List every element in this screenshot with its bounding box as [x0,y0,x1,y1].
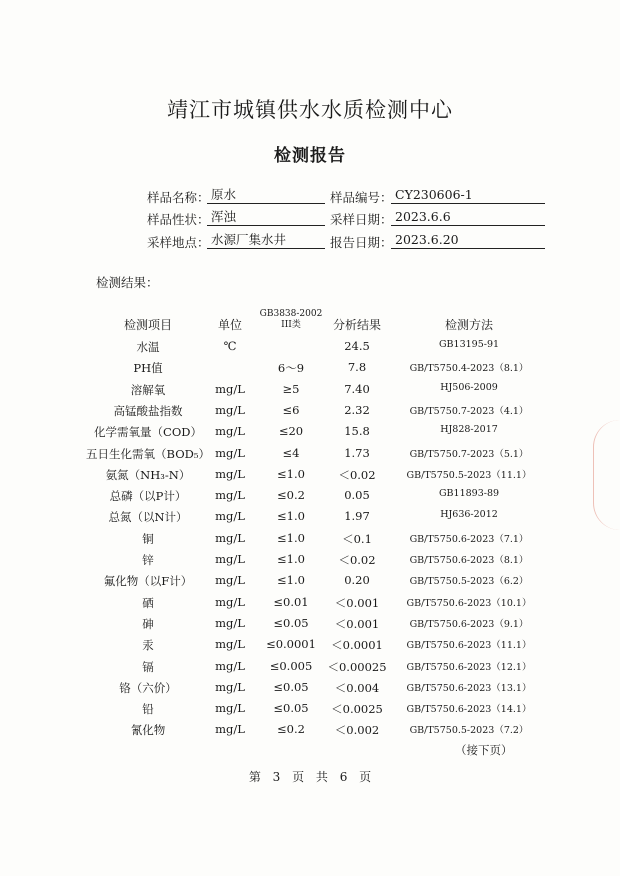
cell-item: 镉 [142,659,154,674]
cell-result: 7.8 [347,360,367,375]
cell-result: 1.73 [344,445,370,460]
cell-standard: ≤0.05 [273,615,309,630]
cell-method: GB13195-91 [438,339,500,350]
cell-method: GB/T5750.6-2023（10.1） [406,597,532,609]
cell-unit: mg/L [215,402,245,417]
sample-property-label: 样品性状： [147,212,210,227]
cell-unit: mg/L [215,530,245,545]
cell-item: 铅 [142,702,154,717]
cell-item: 硒 [142,595,154,610]
cell-standard: ≤4 [282,445,300,460]
sample-property-value: 浑浊 [207,208,325,226]
report-title: 检测报告 [274,146,346,166]
cell-result: ＜0.02 [338,467,376,482]
cell-standard: ≤20 [278,424,304,439]
cell-item: 溶解氧 [130,382,166,397]
cell-unit: mg/L [215,424,245,439]
cell-result: 24.5 [344,339,370,353]
cell-item: 氨氮（NH₃-N） [105,467,191,482]
cell-item: 氟化物（以F计） [103,574,193,589]
cell-unit: mg/L [215,615,245,630]
sample-name-label: 样品名称： [147,190,210,205]
cell-item: 化学需氧量（COD） [94,425,202,440]
cell-item: PH值 [133,361,163,376]
cell-method: HJ828-2017 [440,424,498,436]
cell-item: 锌 [142,553,154,567]
cell-standard: ≤0.005 [269,658,313,673]
cell-unit: mg/L [215,658,245,673]
cell-standard: ≤1.0 [277,573,305,588]
cell-method: GB/T5750.7-2023（4.1） [409,405,529,417]
cell-result: ＜0.004 [334,680,380,695]
cell-item: 总氮（以N计） [108,510,188,525]
sampling-site-label: 采样地点： [147,235,210,250]
cell-standard: ≤1.0 [277,466,305,481]
cell-standard: ≤6 [282,402,300,417]
cell-unit: mg/L [215,701,245,716]
cell-unit: mg/L [215,445,245,460]
cell-standard: ≥5 [282,381,300,396]
cell-result: ＜0.001 [334,595,380,610]
cell-method: GB/T5750.6-2023（12.1） [406,661,532,673]
cell-standard: ≤0.2 [277,488,305,503]
cell-unit: mg/L [215,509,245,524]
cell-item: 水温 [136,340,160,354]
header-standard-line2: III类 [281,320,301,330]
cell-result: ＜0.0025 [331,702,383,717]
cell-item: 氰化物 [130,723,166,738]
header-method: 检测方法 [444,318,494,332]
cell-unit: mg/L [215,488,245,503]
cell-unit: mg/L [215,594,245,609]
cell-result: ＜0.1 [342,531,372,546]
sample-no-value: CY230606-1 [391,186,545,204]
cell-result: ＜0.0001 [331,638,383,653]
continued-note: （接下页） [455,743,513,757]
cell-unit: mg/L [215,381,245,396]
cell-method: GB/T5750.6-2023（7.1） [409,533,529,545]
sampling-date-value: 2023.6.6 [391,208,545,226]
cell-method: HJ506-2009 [440,381,498,393]
cell-item: 高锰酸盐指数 [113,403,183,418]
cell-result: ＜0.00025 [327,659,387,674]
header-standard [260,309,323,331]
cell-standard: ≤0.01 [273,594,309,609]
cell-standard: ≤0.0001 [266,637,316,652]
cell-standard: ≤0.2 [277,722,305,737]
cell-unit: mg/L [215,637,245,652]
cell-method: GB/T5750.6-2023（11.1） [406,640,532,652]
cell-result: 7.40 [344,381,370,396]
cell-result: ＜0.02 [338,553,376,567]
cell-result: ＜0.002 [334,723,380,738]
sampling-site-value: 水源厂集水井 [207,231,325,249]
cell-result: 0.20 [344,573,370,588]
cell-method: GB/T5750.5-2023（11.1） [406,469,532,481]
cell-standard: ≤1.0 [277,509,305,524]
header-item: 检测项目 [123,318,173,332]
sample-no-label: 样品编号： [330,190,393,205]
cell-unit: mg/L [215,573,245,588]
cell-standard: ≤0.05 [273,701,309,716]
cell-result: 0.05 [344,488,370,503]
header-standard-line1: GB3838-2002 [259,309,323,319]
cell-method: GB11893-89 [438,488,500,500]
cell-unit: ℃ [223,339,237,353]
organization-name: 靖江市城镇供水水质检测中心 [167,98,453,122]
cell-result: 15.8 [344,424,370,439]
stamp-mark [593,420,620,530]
cell-method: HJ636-2012 [440,509,498,521]
cell-standard: 6～9 [277,361,305,376]
cell-standard: ≤1.0 [277,530,305,545]
cell-item: 铜 [142,531,154,546]
report-date-value: 2023.6.20 [391,231,545,249]
cell-unit: mg/L [215,552,245,566]
cell-method: GB/T5750.7-2023（5.1） [409,448,529,460]
cell-result: 2.32 [344,402,370,417]
cell-item: 砷 [142,616,154,631]
cell-unit: mg/L [215,679,245,694]
cell-method: GB/T5750.6-2023（13.1） [406,682,532,694]
cell-unit: mg/L [215,722,245,737]
cell-method: GB/T5750.6-2023（9.1） [409,618,529,630]
cell-item: 汞 [142,638,154,653]
cell-method: GB/T5750.6-2023（8.1） [409,555,529,566]
report-date-label: 报告日期： [330,235,393,250]
cell-item: 总磷（以P计） [109,489,187,504]
cell-item: 五日生化需氧（BOD₅） [86,446,210,461]
cell-method: GB/T5750.6-2023（14.1） [406,704,532,716]
sample-name-value: 原水 [207,186,325,204]
header-unit: 单位 [217,318,243,332]
cell-standard: ≤0.05 [273,679,309,694]
cell-method: GB/T5750.5-2023（6.2） [409,576,529,588]
cell-method: GB/T5750.4-2023（8.1） [409,363,529,375]
cell-item: 铬（六价） [119,680,177,695]
cell-result: ＜0.001 [334,616,380,631]
page-number: 第 3 页 共 6 页 [248,770,372,784]
header-result: 分析结果 [332,318,382,332]
cell-unit: mg/L [215,466,245,481]
cell-standard: ≤1.0 [277,552,305,566]
sampling-date-label: 采样日期： [330,212,393,227]
cell-method: GB/T5750.5-2023（7.2） [409,725,529,737]
cell-result: 1.97 [344,509,370,524]
results-label: 检测结果： [96,275,159,290]
